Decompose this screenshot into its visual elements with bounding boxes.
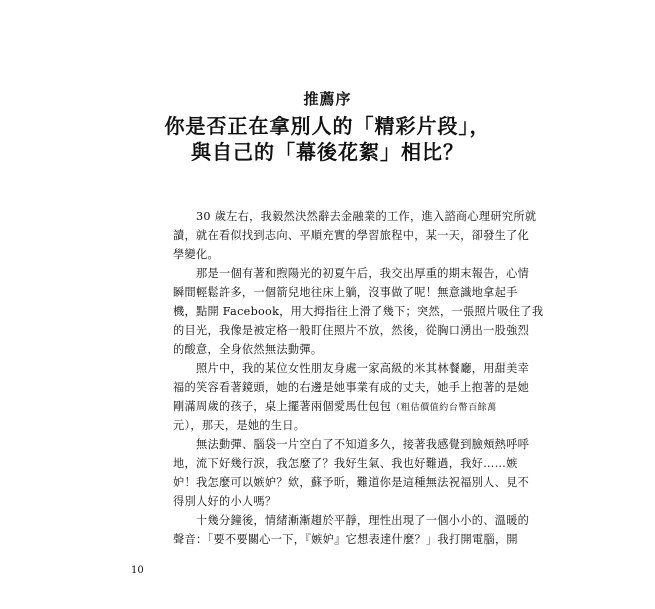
body-line: 地，流下好幾行淚，我怎麼了？我好生氣、我也好難過，我好……嫉 [173, 457, 518, 470]
page-number: 10 [131, 565, 144, 576]
price-note: （粗估價值約台幣百餘萬 [391, 403, 497, 413]
body-line: 十幾分鐘後，情緒漸漸趨於平靜，理性出現了一個小小的、溫暖的 [196, 514, 530, 527]
chapter-title-line-1: 你是否正在拿別人的「精彩片段」， [164, 114, 491, 138]
body-line: 瞬間輕鬆許多，一個箭兒地往床上躺，沒事做了呢！無意識地拿起手 [173, 286, 518, 299]
body-line: 讀，就在看似找到志向、平順充實的學習旅程中，某一天，卻發生了化 [173, 229, 530, 242]
body-line: 那是一個有著和煦陽光的初夏午后，我交出厚重的期末報告，心情 [196, 267, 530, 280]
body-line: 福的笑容看著鏡頭，她的右邊是她事業有成的丈夫，她手上抱著的是她 [173, 381, 530, 394]
body-line [173, 397, 497, 416]
body-line: 30 歲左右，我毅然決然辭去金融業的工作，進入諮商心理研究所就 [196, 210, 537, 223]
body-text [173, 207, 544, 549]
body-line: 聲音：「要不要關心一下，『嫉妒』它想表達什麼？」我打開電腦，開 [173, 533, 518, 546]
body-line: 元），那天，是她的生日。 [173, 419, 306, 432]
body-line: 的酸意，全身依然無法動彈。 [173, 343, 323, 356]
body-line: 照片中，我的某位女性朋友身處一家高級的米其林餐廳，用甜美幸 [196, 362, 530, 375]
body-line-text: 剛滿周歲的孩子，桌上擺著兩個愛馬仕包包 [173, 400, 392, 413]
body-line: 學變化。 [173, 248, 219, 261]
body-line: 無法動彈、腦袋一片空白了不知道多久，接著我感覺到臉頰熱呼呼 [196, 438, 530, 451]
chapter-title-line-2: 與自己的「幕後花絮」相比？ [191, 140, 464, 164]
section-label: 推薦序 [303, 90, 352, 108]
body-line: 得別人好的小人嗎？ [173, 495, 277, 508]
body-line: 的目光，我像是被定格一般盯住照片不放，然後，從胸口湧出一股強烈 [173, 324, 530, 337]
body-line: 妒！我怎麼可以嫉妒？欸，蘇予昕，難道你是這種無法祝福別人、見不 [173, 476, 530, 489]
body-line: 機，點開 Facebook，用大拇指往上滑了幾下；突然，一張照片吸住了我 [173, 305, 544, 318]
